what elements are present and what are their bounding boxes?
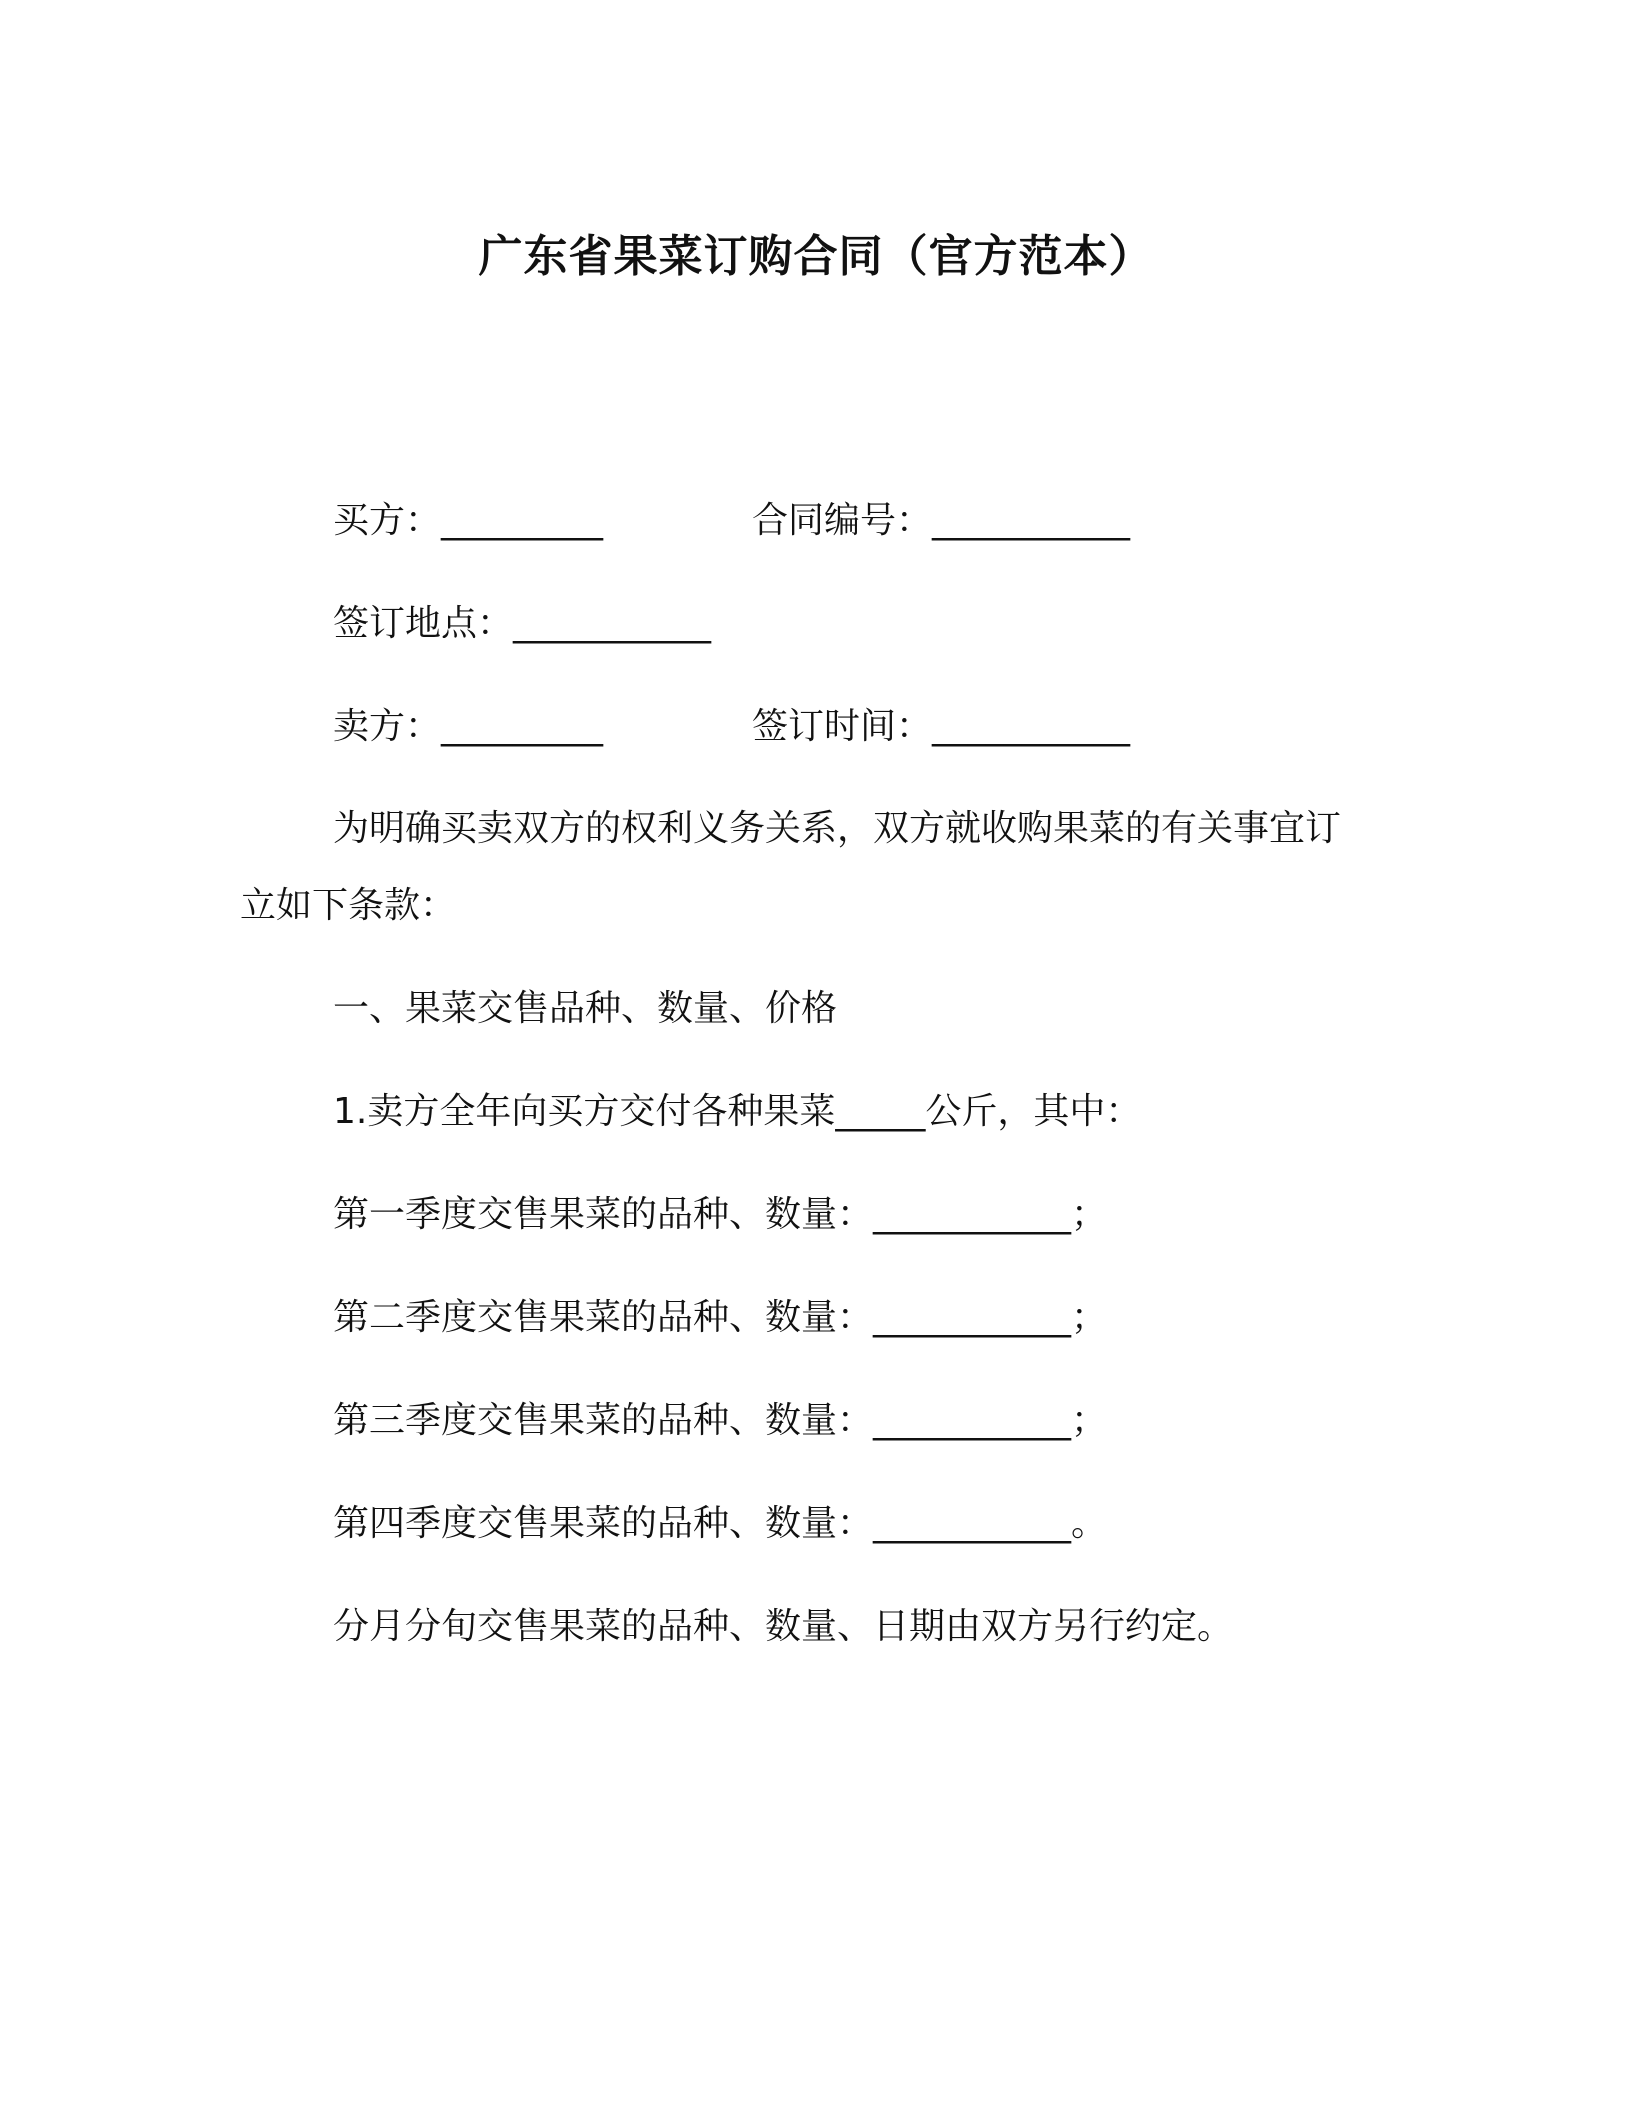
quarter-1-line: 第一季度交售果菜的品种、数量：___________； <box>333 1194 1108 1235</box>
monthly-delivery-line: 分月分旬交售果菜的品种、数量、日期由双方另行约定。 <box>333 1606 1234 1647</box>
preamble-line-1: 为明确买卖双方的权利义务关系，双方就收购果菜的有关事宜订 <box>333 808 1342 849</box>
sign-time-field: 签订时间：___________ <box>752 706 1131 747</box>
seller-field: 卖方：_________ <box>333 706 604 747</box>
clause-1-item-1: 1.卖方全年向买方交付各种果菜_____公斤，其中： <box>333 1091 1142 1132</box>
quarter-4-line: 第四季度交售果菜的品种、数量：___________。 <box>333 1503 1108 1544</box>
contract-number-field: 合同编号：___________ <box>752 500 1131 541</box>
quarter-2-line: 第二季度交售果菜的品种、数量：___________； <box>333 1297 1108 1338</box>
document-title: 广东省果菜订购合同（官方范本） <box>478 231 1154 282</box>
quarter-3-line: 第三季度交售果菜的品种、数量：___________； <box>333 1400 1108 1441</box>
section-1-heading: 一、果菜交售品种、数量、价格 <box>333 988 838 1029</box>
buyer-field: 买方：_________ <box>333 500 604 541</box>
sign-place-field: 签订地点：___________ <box>333 603 712 644</box>
preamble-line-2: 立如下条款： <box>240 885 457 926</box>
